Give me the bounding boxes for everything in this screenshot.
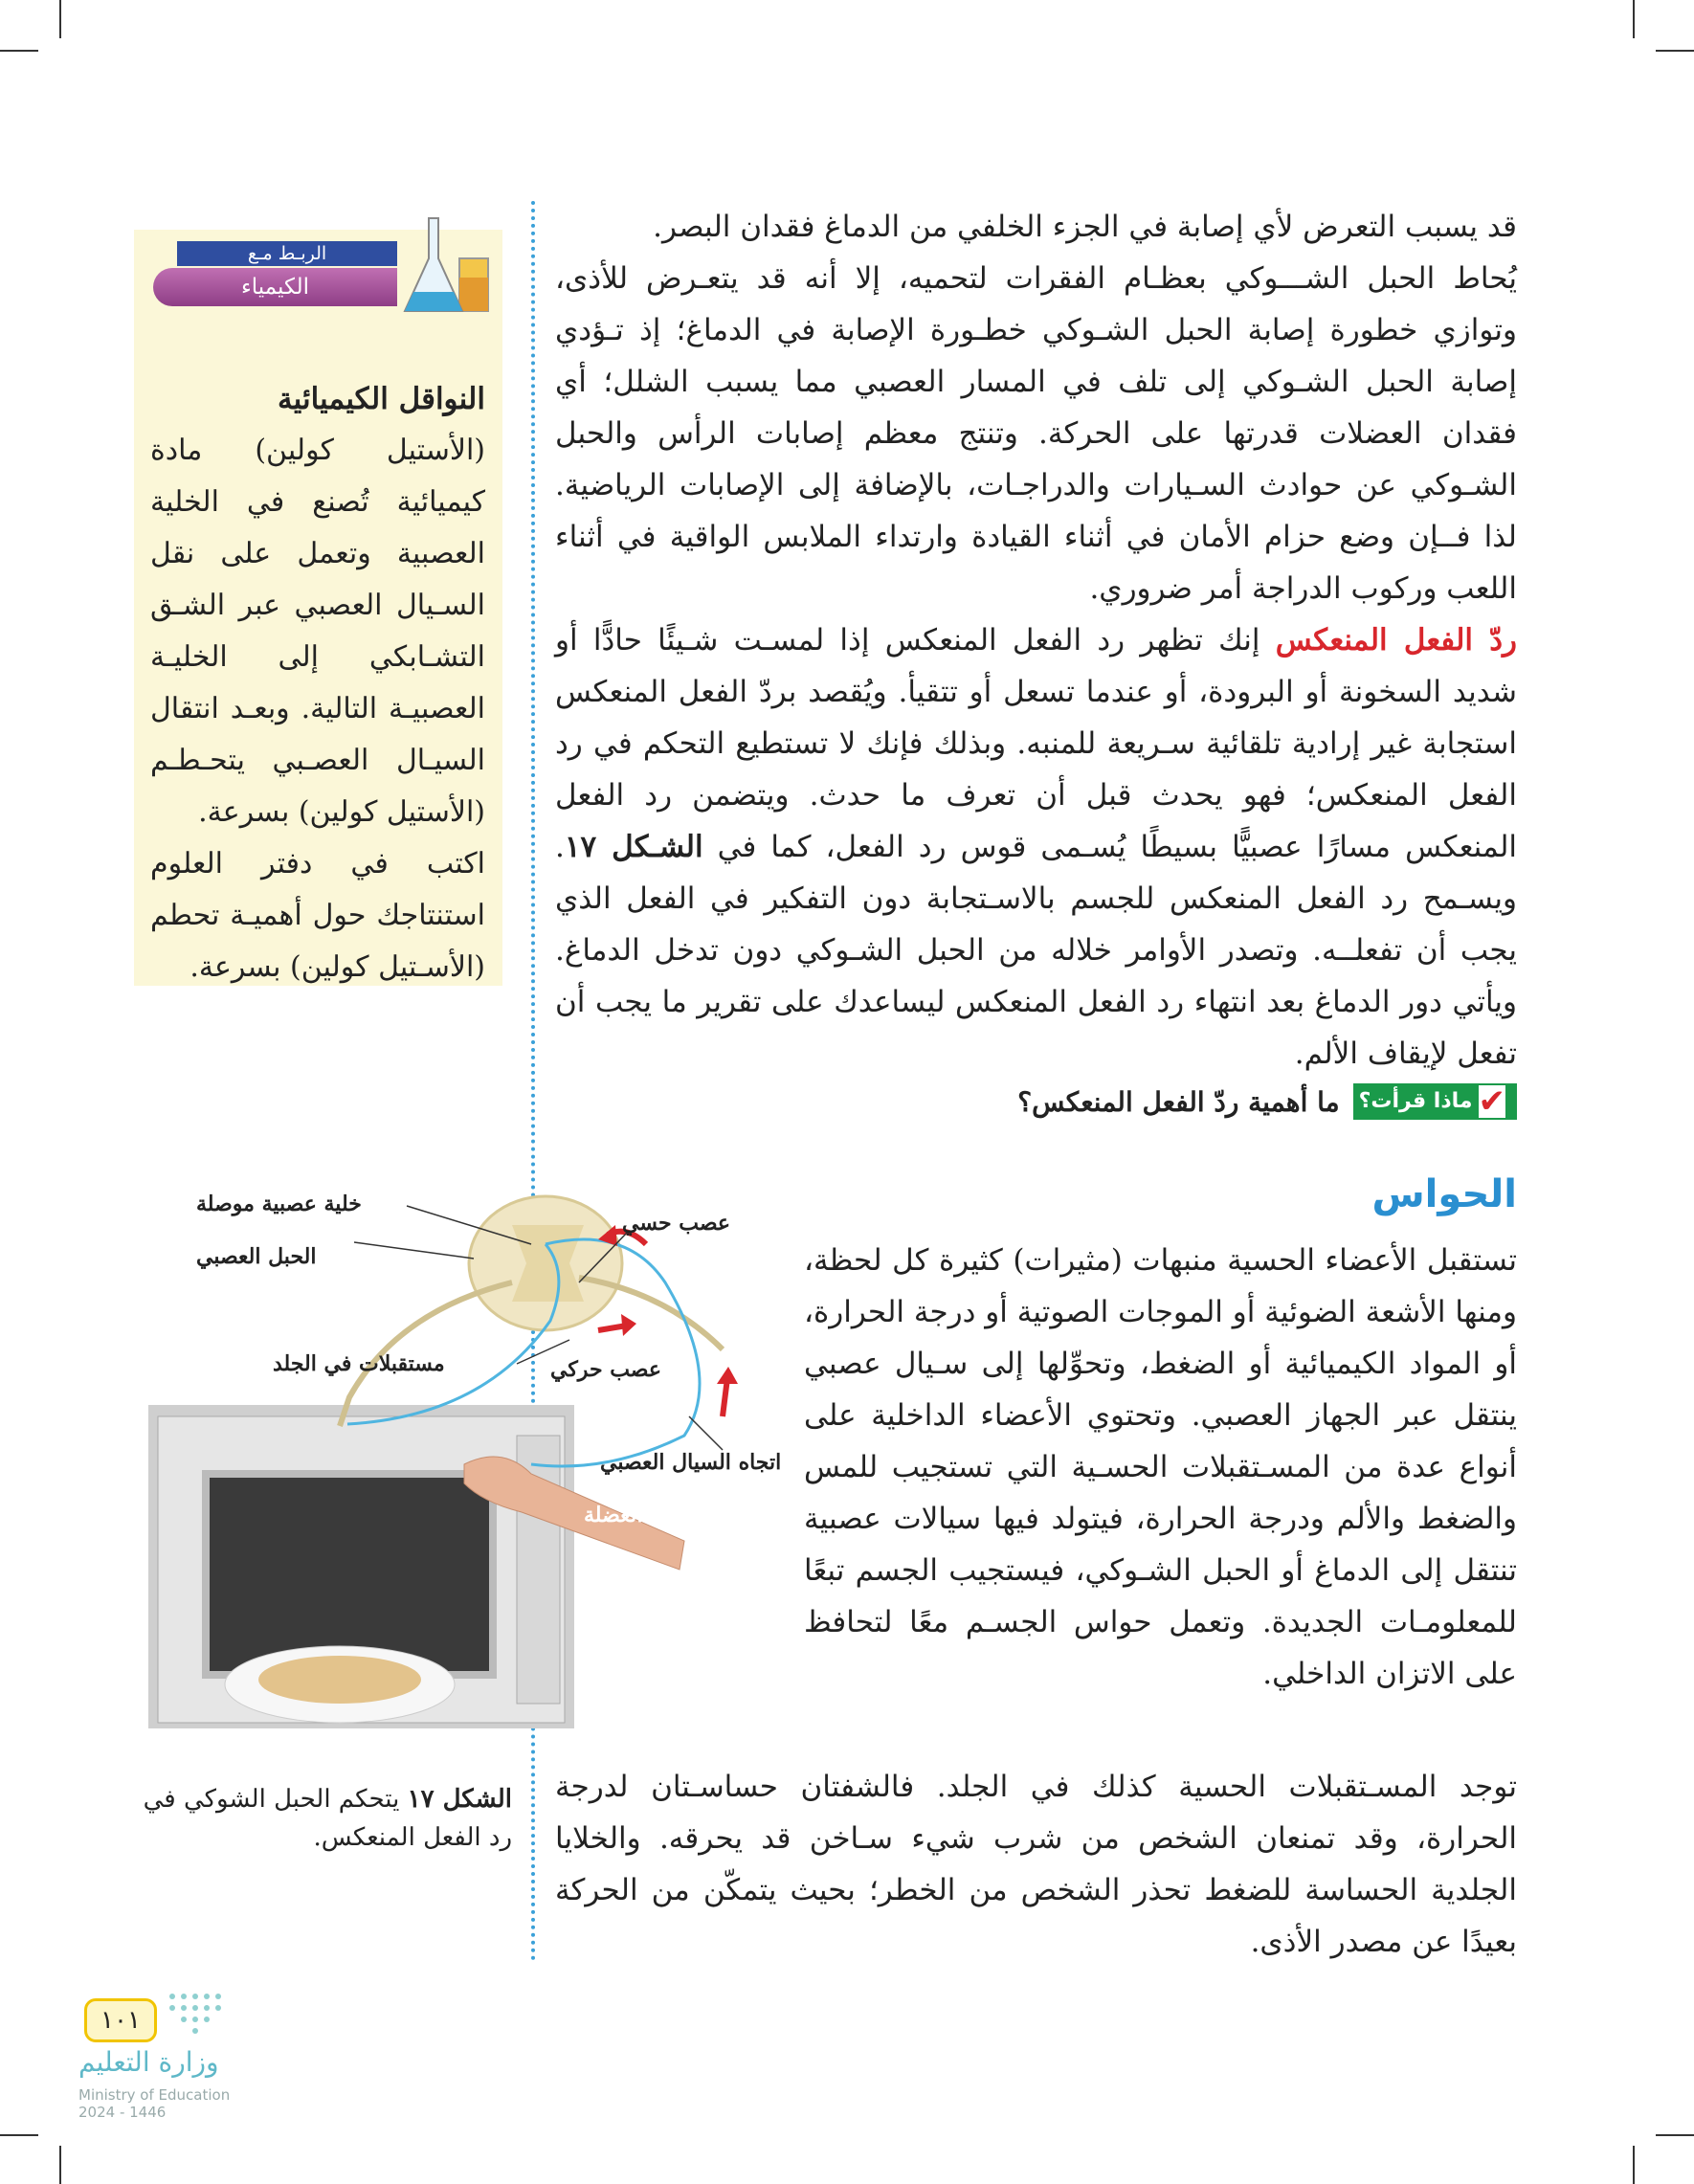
sidebar-text: (الأستيل كولين) مادة كيميائية تُصنع في الخلية العصبية وتعمل على نقل السـيال العصبي عبر الشـق التشـابكي إلى الخليـة العصبيـة التالية. وبعـد انتقال السيـال العصـبي يتحـطـم (الأستيل كولين) بسرعة. — [150, 434, 485, 829]
caption-label: الشكل ١٧ — [407, 1785, 512, 1814]
crop-mark — [0, 50, 38, 52]
crop-mark — [1633, 2146, 1635, 2184]
reflex-text-1: إنك تظهر رد الفعل المنعكس إذا لمسـت شـيئًا حادًّا أو شديد السخونة أو البرودة، أو عندما تسعل أو تتقيأ. ويُقصد بردّ الفعل المنعكس استجابة غير إرادية تلقائية سـريعة للمنبه. وبذلك فإنك لا تستطيع التحكم في رد الفعل المنعكس؛ فهو يحدث قبل أن تعرف ما حدث. ويتضمن رد الفعل المنعكس مسارًا عصبيًّا بسيطًا يُسـمى قوس رد الفعل، كما في — [555, 623, 1518, 864]
paragraph: قد يسبب التعرض لأي إصابة في الجزء الخلفي من الدماغ فقدان البصر. — [653, 210, 1517, 244]
link-label: الربـط مـع — [177, 241, 397, 266]
checkmark-icon: ✔ — [1478, 1082, 1505, 1121]
what-read-badge — [1353, 1083, 1517, 1120]
reflex-paragraph — [555, 614, 1517, 1080]
ministry-name-en: Ministry of Education — [78, 2086, 231, 2104]
crop-mark — [1656, 2134, 1694, 2136]
sidebar-header — [134, 211, 502, 354]
paragraph: يُحاط الحبل الشـــوكي بعظـام الفقرات لتحميه، إلا أنه قد يتعـرض للأذى، وتوازي خطورة إصابة الحبل الشـوكي خطـورة الإصابة في الدماغ؛ إذ تـؤدي إصابة الحبل الشـوكي إلى تلف في المسار العصبي مما يسبب الشلل؛ أي فقدان العضلات قدرتها على الحركة. وتنتج معظم إصابات الرأس والحبل الشـوكي عن حوادث السـيارات والدراجـات، بالإضافة إلى الإصابات الرياضية. لذا فــإن وضع حزام الأمان في أثناء القيادة وارتداء الملابس الواقية في أثناء اللعب وركوب الدراجة أمر ضروري. — [555, 261, 1517, 606]
label-interneuron: خلية عصبية موصلة — [196, 1192, 362, 1216]
reflex-arc-figure — [148, 1187, 790, 1732]
chemistry-link-sidebar — [134, 230, 502, 986]
label-spinal-cord: الحبل العصبي — [196, 1244, 317, 1269]
section-title: الحواس — [1371, 1172, 1517, 1216]
crop-mark — [1633, 0, 1635, 38]
label-sensory-nerve: عصب حسي — [622, 1211, 731, 1236]
edition-year: 2024 - 1446 — [78, 2104, 167, 2121]
label-muscle-contraction: انقباض العضلة — [584, 1503, 711, 1527]
senses-paragraph-2: توجد المسـتقبلات الحسية كذلك في الجلد. فالشفتان حساسـتان لدرجة الحرارة، وقد تمنعان الشخص من شرب شيء سـاخن قد يحرقه. والخلايا الجلدية الحساسة للضغط تحذر الشخص من الخطر؛ بحيث يتمكّن من الحركة بعيدًا عن مصدر الأذى. — [555, 1770, 1517, 1959]
caption-text: يتحكم الحبل الشوكي في رد الفعل المنعكس. — [143, 1785, 512, 1852]
label-skin-receptors: مستقبلات في الجلد — [273, 1351, 445, 1376]
crop-mark — [59, 0, 61, 38]
senses-paragraph: تستقبل الأعضاء الحسية منبهات (مثيرات) كثيرة كل لحظة، ومنها الأشعة الضوئية أو الموجات الصوتية أو درجة الحرارة، أو المواد الكيميائية أو الضغط، وتحوِّلها إلى سـيال عصبي ينتقل عبر الجهاز العصبي. وتحتوي الأعضاء الداخلية على أنواع عدة من المسـتقبلات الحسـية التي تستجيب للمس والضغط والألم ودرجة الحرارة، فيتولد فيها سيالات عصبية تنتقل إلى الدماغ أو الحبل الشـوكي، فيستجيب الجسم تبعًا للمعلومـات الجديدة. وتعمل حواس الجسـم معًا لتحافظ على الاتزان الداخلي. — [804, 1243, 1517, 1691]
sidebar-task: اكتب في دفتر العلوم استنتاجك حول أهميـة تحطم (الأسـتيل كولين) بسرعة. — [150, 847, 485, 984]
page-number: ١٠١ — [84, 1998, 157, 2042]
main-text — [555, 201, 1517, 1080]
crop-mark — [59, 2146, 61, 2184]
flask-icon — [400, 211, 496, 325]
what-read-label: ماذا قرأت؟ — [1358, 1089, 1473, 1113]
sidebar-body — [150, 373, 485, 993]
sidebar-title: النواقل الكيميائية — [278, 382, 485, 416]
ministry-name-ar: وزارة التعليم — [78, 2046, 219, 2078]
crop-mark — [0, 2134, 38, 2136]
crop-mark — [1656, 50, 1694, 52]
what-read-question: ما أهمية ردّ الفعل المنعكس؟ — [1017, 1085, 1340, 1118]
figure-caption — [124, 1780, 512, 1857]
reflex-keyword: ردّ الفعل المنعكس — [1275, 623, 1517, 657]
label-motor-nerve: عصب حركي — [550, 1357, 662, 1382]
figure-reference: الشـكل ١٧ — [564, 830, 703, 864]
label-impulse-direction: اتجاه السيال العصبي — [600, 1450, 782, 1475]
link-subject: الكيمياء — [153, 268, 397, 306]
what-read-box — [1017, 1083, 1517, 1120]
reflex-text-2: . ويسـمح رد الفعل المنعكس للجسم بالاسـتجابة دون التفكير في الفعل الذي يجب أن تفعلــه. وتصدر الأوامر خلاله من الحبل الشـوكي دون تدخل الدماغ. ويأتي دور الدماغ بعد انتهاء رد الفعل المنعكس ليساعدك على تقرير ما يجب أن تفعل لإيقاف الألم. — [555, 830, 1517, 1071]
ministry-logo-dots — [144, 1989, 316, 2041]
